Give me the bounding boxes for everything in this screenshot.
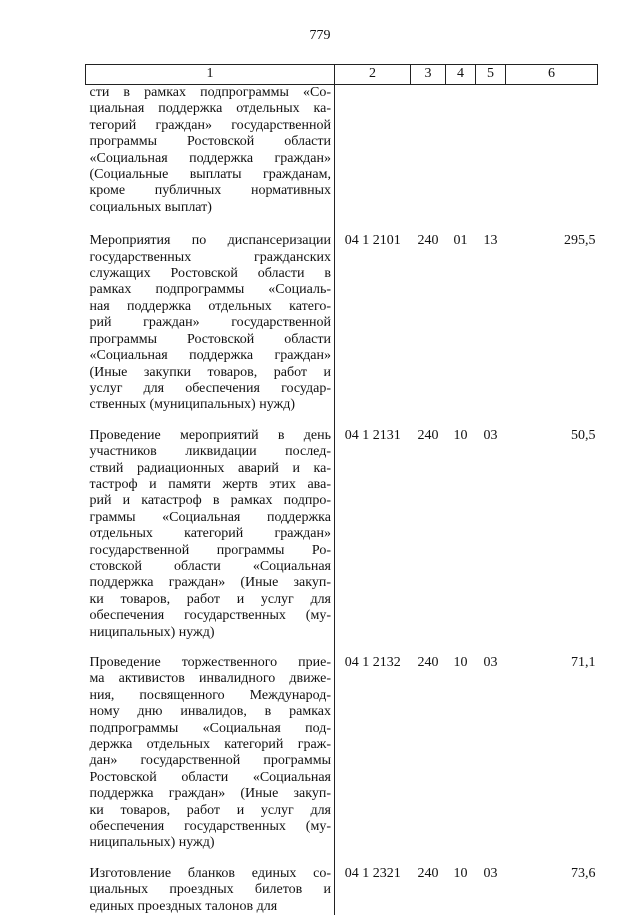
- description-line: (Иные закупки товаров, работ и: [89, 364, 331, 380]
- description-line: кроме публичных нормативных: [89, 183, 331, 199]
- table-row: [86, 428, 598, 655]
- description-line: участников ликвидации послед-: [89, 444, 331, 460]
- column-header: 6: [506, 65, 598, 85]
- amount: 50,5: [571, 427, 596, 443]
- column-header: 3: [411, 65, 446, 85]
- description-line: (Социальные выплаты гражданам,: [89, 167, 331, 183]
- expense-type: 240: [417, 233, 439, 249]
- description-line: обеспечения государственных (му-: [89, 608, 331, 624]
- column-header: 2: [335, 65, 411, 85]
- amount: 73,6: [571, 865, 596, 881]
- budget-table: [85, 64, 598, 915]
- description-line: ствий радиационных аварий и ка-: [89, 460, 331, 476]
- expense-type: [411, 85, 446, 234]
- page-number: 779: [309, 28, 331, 43]
- subsection-code: 03: [483, 427, 498, 443]
- description-line: «Социальная поддержка граждан»: [89, 150, 331, 166]
- table-header-row: [86, 65, 598, 85]
- description-line: дан» государственной программы: [89, 753, 331, 769]
- description-line: тегорий граждан» государственной: [89, 117, 331, 133]
- table-row: [86, 655, 598, 866]
- section-code: [446, 85, 476, 234]
- description-line: ная поддержка отдельных катего-: [89, 298, 331, 314]
- row-description: [86, 85, 335, 234]
- table-row: [86, 866, 598, 915]
- description-line: ниципальных) нужд): [89, 624, 215, 640]
- description-line: служащих Ростовской области в: [89, 266, 331, 282]
- target-code: 04 1 2321: [344, 865, 401, 881]
- description-line: ки товаров, работ и услуг для: [89, 591, 331, 607]
- description-line: ки товаров, работ и услуг для: [89, 802, 331, 818]
- description-line: ниципальных) нужд): [89, 835, 215, 851]
- description-line: ма активистов инвалидного движе-: [89, 671, 331, 687]
- row-description: [86, 428, 335, 655]
- subsection-code: 13: [483, 233, 498, 249]
- column-header: 5: [476, 65, 506, 85]
- row-description: [86, 233, 335, 427]
- amount: [506, 85, 598, 234]
- section-code: 10: [453, 427, 468, 443]
- description-line: циальных проездных билетов и: [89, 882, 331, 898]
- expense-type: 240: [417, 865, 439, 881]
- description-line: граммы «Социальная поддержка: [89, 509, 331, 525]
- target-code: [335, 85, 411, 234]
- description-line: рий граждан» государственной: [89, 315, 331, 331]
- subsection-code: 03: [483, 865, 498, 881]
- description-line: Мероприятия по диспансеризации: [89, 233, 331, 249]
- description-line: программы Ростовской области: [89, 134, 331, 150]
- description-line: обеспечения государственных (му-: [89, 819, 331, 835]
- expense-type: 240: [417, 655, 439, 670]
- target-code: 04 1 2101: [344, 233, 401, 249]
- section-code: 10: [453, 865, 468, 881]
- target-code: 04 1 2132: [344, 655, 401, 670]
- description-line: «Социальная поддержка граждан»: [89, 348, 331, 364]
- amount: 295,5: [564, 233, 596, 249]
- subsection-code: [476, 85, 506, 234]
- amount: 71,1: [571, 655, 596, 670]
- description-line: подпрограммы «Социальная под-: [89, 720, 331, 736]
- section-code: 01: [453, 233, 468, 249]
- description-line: Ростовской области «Социальная: [89, 769, 331, 785]
- row-description: [86, 866, 335, 915]
- description-line: стовской области «Социальная: [89, 558, 331, 574]
- description-line: поддержка граждан» (Иные закуп-: [89, 786, 331, 802]
- section-code: 10: [453, 655, 468, 670]
- description-line: единых проездных талонов для: [89, 898, 278, 914]
- description-line: услуг для обеспечения государ-: [89, 380, 331, 396]
- column-header: 1: [86, 65, 335, 85]
- description-line: Проведение торжественного прие-: [89, 655, 331, 670]
- description-line: Проведение мероприятий в день: [89, 427, 331, 443]
- description-line: ному дню инвалидов, в рамках: [89, 704, 331, 720]
- table-row: [86, 233, 598, 427]
- description-line: сти в рамках подпрограммы «Со-: [89, 85, 331, 100]
- row-description: [86, 655, 335, 866]
- description-line: ственных (муниципальных) нужд): [89, 397, 295, 413]
- description-line: тастроф и памяти жертв этих ава-: [89, 476, 331, 492]
- description-line: держка отдельных категорий граж-: [89, 737, 331, 753]
- description-line: рий и катастроф в рамках подпро-: [89, 493, 331, 509]
- description-line: поддержка граждан» (Иные закуп-: [89, 575, 331, 591]
- column-header: 4: [446, 65, 476, 85]
- table-row: [86, 85, 598, 234]
- description-line: циальная поддержка отдельных ка-: [89, 101, 331, 117]
- description-line: социальных выплат): [89, 199, 212, 215]
- description-line: отдельных категорий граждан»: [89, 526, 331, 542]
- description-line: государственных гражданских: [89, 249, 331, 265]
- description-line: ния, посвященного Международ-: [89, 687, 331, 703]
- target-code: 04 1 2131: [344, 427, 401, 443]
- description-line: рамках подпрограммы «Социаль-: [89, 282, 331, 298]
- description-line: Изготовление бланков единых со-: [89, 865, 331, 881]
- subsection-code: 03: [483, 655, 498, 670]
- expense-type: 240: [417, 427, 439, 443]
- description-line: программы Ростовской области: [89, 331, 331, 347]
- description-line: государственной программы Ро-: [89, 542, 331, 558]
